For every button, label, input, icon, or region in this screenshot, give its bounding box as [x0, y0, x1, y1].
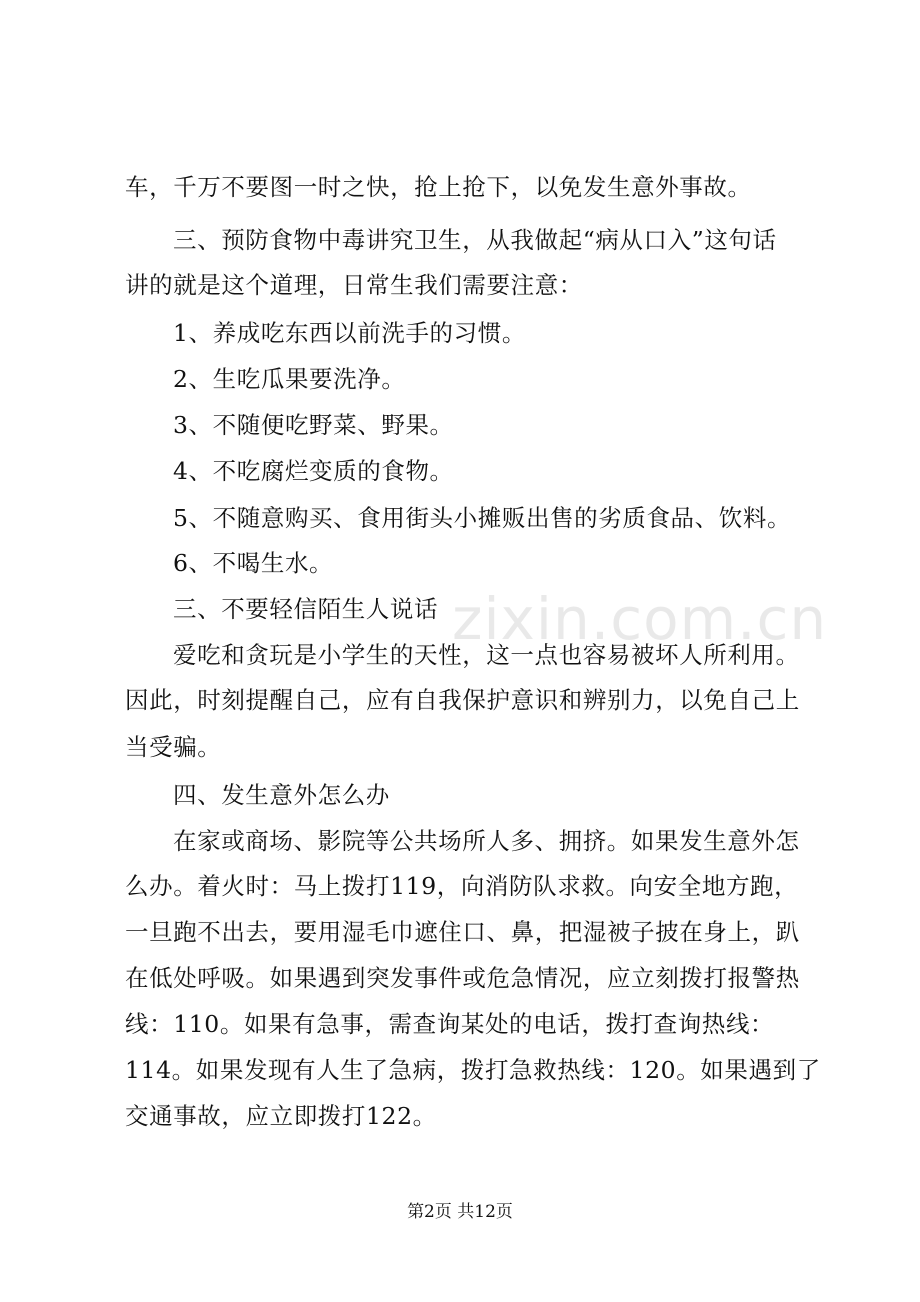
- paragraph-line: 因此，时刻提醒自己，应有自我保护意识和辨别力，以免自己上: [125, 686, 800, 714]
- watermark: zixin.com.cn: [452, 585, 828, 653]
- list-item: 1、养成吃东西以前洗手的习惯。: [173, 319, 526, 347]
- list-item: 6、不喝生水。: [173, 549, 334, 577]
- paragraph-line: 爱吃和贪玩是小学生的天性，这一点也容易被坏人所利用。: [173, 641, 800, 669]
- section-heading: 四、发生意外怎么办: [173, 781, 390, 809]
- paragraph-line: 在家或商场、影院等公共场所人多、拥挤。如果发生意外怎: [173, 827, 800, 855]
- section-heading: 三、不要轻信陌生人说话: [173, 595, 439, 623]
- paragraph-line: 车，千万不要图一时之快，抢上抢下，以免发生意外事故。: [125, 173, 752, 201]
- list-item: 3、不随便吃野菜、野果。: [173, 411, 454, 439]
- paragraph-line: 一旦跑不出去，要用湿毛巾遮住口、鼻，把湿被子披在身上，趴: [125, 918, 800, 946]
- paragraph-line: 在低处呼吸。如果遇到突发事件或危急情况，应立刻拨打报警热: [125, 964, 800, 992]
- paragraph-line: 当受骗。: [125, 733, 222, 761]
- paragraph-line: 线：110。如果有急事，需查询某处的电话，拨打查询热线：: [125, 1010, 775, 1038]
- list-item: 4、不吃腐烂变质的食物。: [173, 457, 454, 485]
- page-number-footer: 第2页 共12页: [407, 1202, 513, 1222]
- paragraph-line: 么办。着火时：马上拨打119，向消防队求救。向安全地方跑，: [125, 872, 799, 900]
- section-heading: 三、预防食物中毒讲究卫生，从我做起“病从口入”这句话: [173, 226, 777, 254]
- paragraph-line: 讲的就是这个道理，日常生我们需要注意：: [125, 271, 583, 299]
- list-item: 5、不随意购买、食用街头小摊贩出售的劣质食品、饮料。: [173, 504, 792, 532]
- paragraph-line: 交通事故，应立即拨打122。: [125, 1102, 437, 1130]
- paragraph-line: 114。如果发现有人生了急病，拨打急救热线：120。如果遇到了: [125, 1056, 821, 1084]
- list-item: 2、生吃瓜果要洗净。: [173, 365, 406, 393]
